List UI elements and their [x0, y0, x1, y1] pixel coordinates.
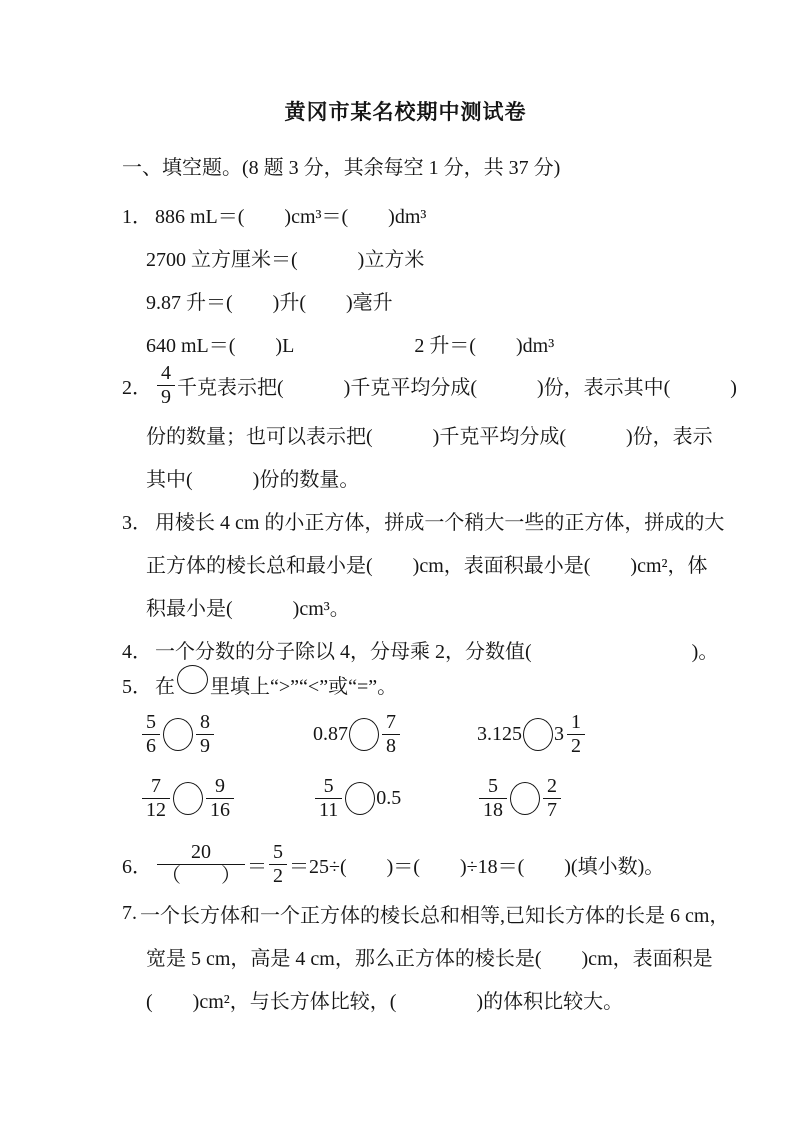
comparison-item-4	[140, 775, 313, 821]
fraction-numerator: 2	[543, 775, 561, 798]
question-1-equation-3: 9.87 升＝( )升( )毫升	[146, 292, 393, 314]
question-7-line-1	[122, 892, 730, 935]
question-6-line	[122, 836, 713, 892]
question-7-line-3	[122, 978, 713, 1021]
question-7-text-1: 一个长方体和一个正方体的棱长总和相等,已知长方体的长是 6 cm，	[140, 905, 730, 927]
question-1-equation-4: 640 mL＝( )L	[146, 335, 295, 357]
decimal-value: 0.5	[376, 786, 402, 809]
question-1-line-3	[122, 279, 713, 322]
fraction-denominator-blank: （ ）	[161, 864, 241, 887]
comparison-circle-icon	[523, 718, 553, 751]
fraction-5-6	[142, 711, 160, 757]
question-3-number: 3．	[122, 512, 152, 534]
fraction-numerator: 7	[382, 711, 400, 734]
fraction-5-18	[479, 775, 507, 821]
question-3-text-1: 用棱长 4 cm 的小正方体，拼成一个稍大一些的正方体，拼成的大	[155, 512, 725, 534]
fraction-denominator: 9	[161, 385, 171, 408]
question-2-number: 2．	[122, 376, 152, 399]
fraction-2-7	[543, 775, 561, 821]
fraction-denominator: 6	[146, 734, 156, 757]
fraction-7-12	[142, 775, 170, 821]
question-6-number: 6．	[122, 855, 152, 878]
question-1-number: 1．	[122, 206, 152, 228]
comparison-row-2	[122, 770, 713, 826]
question-3-line-2	[122, 542, 713, 585]
fraction-4-9	[157, 362, 175, 408]
section-heading: 一、填空题。(8 题 3 分，其余每空 1 分，共 37 分)	[122, 157, 561, 179]
blank-circle-icon	[177, 665, 208, 694]
question-3-text-3: 积最小是( )cm³。	[146, 598, 350, 620]
question-2-line-2	[122, 413, 713, 456]
question-1-equation-1: 886 mL＝( )cm³＝( )dm³	[155, 206, 427, 228]
comparison-circle-icon	[510, 782, 540, 815]
question-3-text-2: 正方体的棱长总和最小是( )cm，表面积最小是( )cm²，体	[146, 555, 708, 577]
question-5-text-pre: 在	[155, 676, 175, 698]
question-7-text-2: 宽是 5 cm，高是 4 cm，那么正方体的棱长是( )cm，表面积是	[146, 948, 713, 970]
fraction-numerator: 1	[567, 711, 585, 734]
fraction-denominator: 2	[571, 734, 581, 757]
fraction-numerator: 5	[315, 775, 342, 798]
decimal-value: 0.87	[313, 722, 348, 745]
fraction-numerator: 7	[142, 775, 170, 798]
question-2-text-3: 其中( )份的数量。	[146, 469, 360, 491]
question-4-number: 4．	[122, 641, 152, 663]
fraction-denominator: 7	[547, 798, 557, 821]
comparison-row-1	[122, 706, 713, 762]
comparison-item-1	[140, 711, 313, 757]
decimal-value: 3.125	[477, 722, 522, 745]
question-4-text: 一个分数的分子除以 4，分母乘 2，分数值( )。	[155, 641, 719, 663]
question-3-line-3	[122, 585, 713, 628]
question-2-text-2: 份的数量；也可以表示把( )千克平均分成( )份，表示	[146, 426, 713, 448]
fraction-denominator: 9	[200, 734, 210, 757]
question-2-line-3	[122, 456, 713, 499]
comparison-item-5	[313, 775, 477, 821]
fraction-denominator: 2	[273, 864, 283, 887]
mixed-number-whole: 3	[554, 722, 564, 745]
question-1-line-1	[122, 193, 713, 236]
fraction-8-9	[196, 711, 214, 757]
question-5-line	[122, 663, 713, 706]
question-2-line-1	[122, 357, 737, 413]
comparison-circle-icon	[173, 782, 203, 815]
fraction-numerator: 5	[479, 775, 507, 798]
equals-sign: ＝	[247, 855, 267, 878]
question-1-line-2	[122, 236, 713, 279]
comparison-circle-icon	[345, 782, 375, 815]
question-7-line-2	[122, 935, 713, 978]
question-2-text-1: 千克表示把( )千克平均分成( )份，表示其中( )	[177, 376, 737, 399]
fraction-denominator: 11	[319, 798, 339, 821]
fraction-denominator: 8	[386, 734, 396, 757]
fraction-20-blank	[157, 841, 245, 887]
comparison-item-2	[313, 711, 477, 757]
question-3-line-1	[122, 499, 725, 542]
question-6-equation: ＝25÷( )＝( )÷18＝( )(填小数)。	[289, 855, 665, 878]
fraction-numerator: 8	[196, 711, 214, 734]
fraction-5-2	[269, 841, 287, 887]
page-title: 黄冈市某名校期中测试卷	[284, 100, 527, 124]
question-5-number: 5．	[122, 676, 152, 698]
question-5-text-post: 里填上“>”“<”或“=”。	[210, 676, 398, 698]
fraction-5-11	[315, 775, 342, 821]
fraction-9-16	[206, 775, 234, 821]
fraction-denominator: 18	[483, 798, 503, 821]
question-7-number: 7.	[122, 902, 137, 924]
fraction-denominator: 12	[146, 798, 166, 821]
fraction-numerator: 5	[269, 841, 287, 864]
comparison-circle-icon	[163, 718, 193, 751]
comparison-item-6	[477, 775, 713, 821]
fraction-7-8	[382, 711, 400, 757]
fraction-numerator: 5	[142, 711, 160, 734]
fraction-numerator: 9	[206, 775, 234, 798]
question-7-text-3: ( )cm²，与长方体比较，( )的体积比较大。	[146, 991, 624, 1013]
fraction-numerator: 4	[157, 362, 175, 385]
fraction-1-2	[567, 711, 585, 757]
question-1-equation-5: 2 升＝( )dm³	[414, 335, 555, 357]
comparison-item-3	[477, 711, 713, 757]
fraction-denominator: 16	[210, 798, 230, 821]
comparison-circle-icon	[349, 718, 379, 751]
fraction-numerator: 20	[157, 841, 245, 864]
question-1-equation-2: 2700 立方厘米＝( )立方米	[146, 249, 425, 271]
